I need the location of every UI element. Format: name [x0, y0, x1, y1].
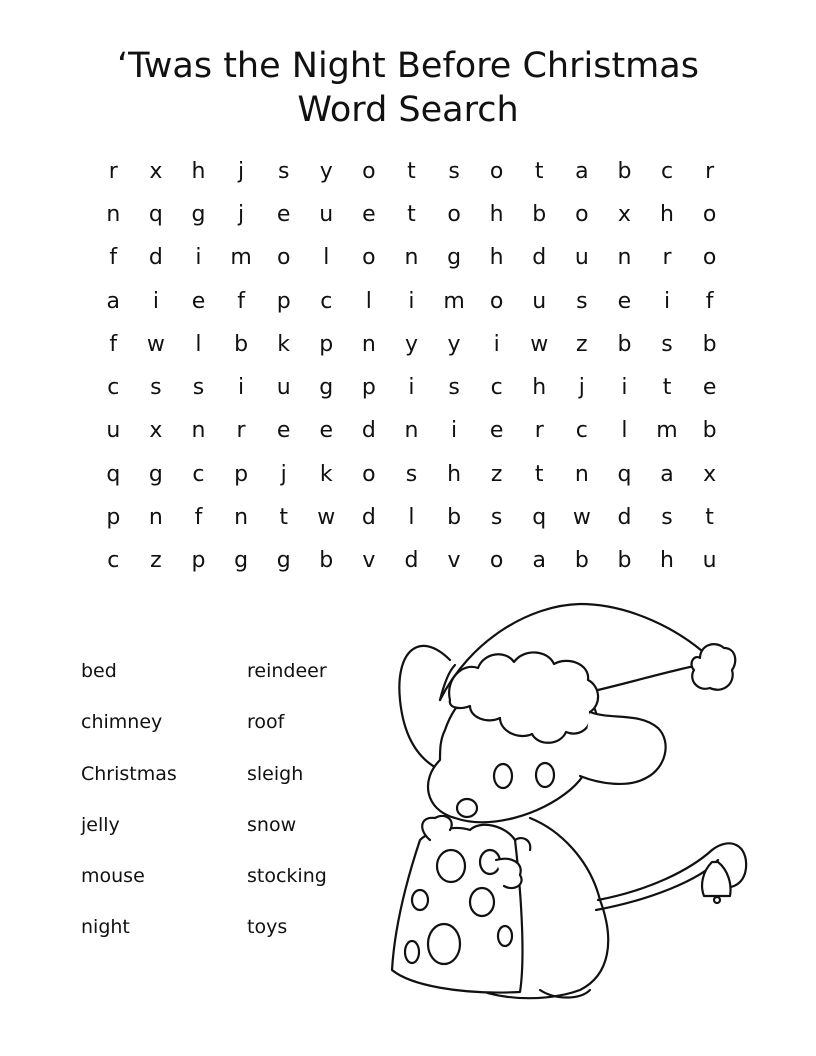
grid-letter: b [532, 201, 547, 227]
grid-letter: g [191, 201, 206, 227]
grid-letter: u [276, 375, 291, 401]
grid-letter: b [574, 548, 589, 574]
grid-letter: f [194, 505, 203, 531]
grid-letter: i [621, 375, 628, 401]
grid-letter: h [489, 201, 504, 227]
grid-letter: n [574, 461, 589, 487]
word-list-left [81, 655, 177, 963]
grid-letter: e [276, 418, 291, 444]
grid-letter: e [191, 288, 206, 314]
grid-letter: o [575, 201, 589, 227]
grid-letter: i [408, 288, 415, 314]
grid-letter: u [574, 245, 589, 271]
word-list-right [247, 655, 327, 963]
grid-letter: b [234, 331, 249, 357]
grid-letter: i [408, 375, 415, 401]
word-list-item: Christmas [81, 762, 177, 785]
grid-letter: s [661, 331, 673, 357]
grid-letter: f [237, 288, 245, 314]
grid-letter: s [490, 505, 503, 531]
grid-letter: o [702, 201, 717, 227]
grid-letter: c [660, 158, 674, 184]
grid-letter: w [146, 331, 165, 357]
grid-letter: f [705, 288, 714, 314]
grid-letter: d [148, 245, 163, 271]
grid-letter: t [407, 201, 416, 227]
grid-letter: t [705, 505, 714, 531]
grid-letter: q [532, 505, 547, 531]
grid-row [92, 366, 732, 409]
grid-letter: i [238, 375, 245, 401]
grid-row [92, 496, 732, 539]
grid-letter: p [361, 375, 376, 401]
grid-letter: n [191, 418, 206, 444]
grid-letter: b [617, 331, 632, 357]
grid-letter: x [703, 461, 717, 487]
grid-letter: d [532, 245, 547, 271]
page-title [0, 44, 816, 132]
grid-letter: p [319, 331, 334, 357]
grid-letter: a [532, 548, 546, 574]
grid-letter: c [107, 375, 120, 401]
grid-letter: g [447, 245, 462, 271]
grid-letter: x [149, 418, 163, 444]
grid-letter: r [534, 418, 544, 444]
grid-letter: b [702, 331, 717, 357]
grid-letter: o [362, 461, 376, 487]
grid-letter: z [490, 461, 503, 487]
grid-letter: c [107, 548, 120, 574]
grid-letter: i [450, 418, 458, 444]
grid-letter: t [279, 505, 288, 531]
grid-letter: s [448, 158, 460, 184]
grid-letter: h [191, 158, 206, 184]
grid-letter: p [276, 288, 291, 314]
grid-letter: t [534, 461, 544, 487]
grid-letter: o [489, 158, 504, 184]
grid-letter: x [617, 201, 631, 227]
grid-letter: u [319, 201, 334, 227]
grid-letter: s [576, 288, 588, 314]
grid-letter: j [238, 201, 245, 227]
grid-letter: v [362, 548, 376, 574]
grid-letter: j [238, 158, 245, 184]
grid-letter: l [323, 245, 330, 271]
grid-letter: e [319, 418, 334, 444]
grid-letter: w [572, 505, 591, 531]
grid-letter: s [192, 375, 205, 401]
grid-letter: r [705, 158, 715, 184]
grid-letter: b [702, 418, 717, 444]
title-line-2: Word Search [297, 90, 519, 130]
grid-letter: p [106, 505, 121, 531]
letter-grid [92, 150, 732, 583]
grid-letter: c [320, 288, 333, 314]
word-list-item: toys [247, 916, 288, 939]
grid-row [92, 150, 732, 193]
grid-letter: u [532, 288, 547, 314]
grid-letter: h [489, 245, 504, 271]
grid-row [92, 540, 732, 583]
grid-letter: i [663, 288, 671, 314]
grid-letter: c [192, 461, 205, 487]
grid-row [92, 237, 732, 280]
grid-letter: k [319, 461, 333, 487]
grid-letter: b [447, 505, 462, 531]
grid-letter: n [148, 505, 163, 531]
grid-letter: n [404, 418, 419, 444]
grid-letter: z [150, 548, 162, 574]
title-line-1: ‘Twas the Night Before Christmas [117, 46, 699, 86]
grid-letter: w [317, 505, 336, 531]
grid-letter: x [149, 158, 163, 184]
grid-letter: q [106, 461, 121, 487]
grid-letter: e [617, 288, 632, 314]
grid-letter: a [106, 288, 121, 314]
grid-letter: m [443, 288, 465, 314]
grid-letter: j [578, 375, 585, 401]
grid-row [92, 410, 732, 453]
grid-letter: w [530, 331, 549, 357]
grid-letter: s [277, 158, 290, 184]
grid-letter: m [230, 245, 252, 271]
grid-letter: b [319, 548, 334, 574]
grid-letter: u [702, 548, 717, 574]
grid-letter: s [405, 461, 418, 487]
grid-letter: l [408, 505, 415, 531]
grid-letter: o [362, 245, 376, 271]
word-list-item: bed [81, 660, 117, 682]
grid-letter: v [447, 548, 461, 574]
grid-letter: n [361, 331, 376, 357]
grid-row [92, 280, 732, 323]
grid-letter: h [447, 461, 462, 487]
grid-letter: d [404, 548, 419, 574]
grid-row [92, 323, 732, 366]
christmas-mouse-with-cheese-icon [380, 600, 760, 1010]
grid-letter: o [702, 245, 717, 271]
grid-letter: o [362, 158, 376, 184]
grid-letter: y [404, 331, 418, 357]
grid-letter: d [617, 505, 632, 531]
grid-letter: n [234, 505, 249, 531]
word-list-item: night [81, 916, 130, 939]
grid-letter: s [150, 375, 162, 401]
grid-letter: g [319, 375, 334, 401]
grid-letter: n [617, 245, 632, 271]
grid-row [92, 453, 732, 496]
grid-letter: p [234, 461, 249, 487]
grid-letter: f [109, 245, 118, 271]
grid-letter: o [489, 548, 504, 574]
word-list-item: snow [247, 813, 297, 836]
grid-letter: o [489, 288, 504, 314]
word-list-item: reindeer [247, 660, 327, 682]
grid-letter: m [656, 418, 678, 444]
grid-letter: q [148, 201, 163, 227]
grid-letter: g [148, 461, 163, 487]
grid-letter: l [195, 331, 202, 357]
grid-letter: c [490, 375, 503, 401]
word-list-item: sleigh [247, 762, 304, 785]
grid-letter: a [660, 461, 674, 487]
grid-row [92, 193, 732, 236]
word-list-item: stocking [247, 865, 327, 888]
grid-letter: c [575, 418, 588, 444]
grid-letter: r [108, 158, 118, 184]
grid-letter: q [617, 461, 632, 487]
grid-letter: h [532, 375, 547, 401]
grid-letter: e [362, 201, 376, 227]
grid-letter: f [109, 331, 118, 357]
grid-letter: n [404, 245, 419, 271]
grid-letter: l [365, 288, 372, 314]
grid-letter: r [236, 418, 246, 444]
grid-letter: r [662, 245, 672, 271]
grid-letter: d [361, 505, 376, 531]
grid-letter: t [534, 158, 544, 184]
grid-letter: y [319, 158, 333, 184]
word-list-item: roof [247, 711, 285, 734]
grid-letter: k [277, 331, 291, 357]
grid-letter: d [361, 418, 376, 444]
grid-letter: z [576, 331, 588, 357]
grid-letter: u [106, 418, 121, 444]
grid-letter: a [575, 158, 589, 184]
grid-letter: o [447, 201, 461, 227]
grid-letter: t [662, 375, 672, 401]
grid-letter: b [617, 548, 632, 574]
grid-letter: h [660, 548, 674, 574]
grid-letter: i [493, 331, 500, 357]
grid-letter: t [407, 158, 416, 184]
grid-letter: e [276, 201, 291, 227]
word-list-item: chimney [81, 711, 163, 734]
grid-letter: n [106, 201, 121, 227]
word-list-item: jelly [81, 813, 120, 836]
grid-letter: i [195, 245, 202, 271]
grid-letter: e [702, 375, 717, 401]
grid-letter: j [280, 461, 287, 487]
grid-letter: o [276, 245, 291, 271]
grid-letter: h [660, 201, 674, 227]
grid-letter: s [448, 375, 460, 401]
grid-letter: p [191, 548, 206, 574]
grid-letter: l [621, 418, 628, 444]
grid-letter: y [447, 331, 461, 357]
grid-letter: e [489, 418, 504, 444]
word-list-item: mouse [81, 865, 145, 888]
grid-letter: s [661, 505, 673, 531]
grid-letter: g [276, 548, 291, 574]
grid-letter: g [234, 548, 249, 574]
grid-letter: i [152, 288, 159, 314]
grid-letter: b [617, 158, 632, 184]
